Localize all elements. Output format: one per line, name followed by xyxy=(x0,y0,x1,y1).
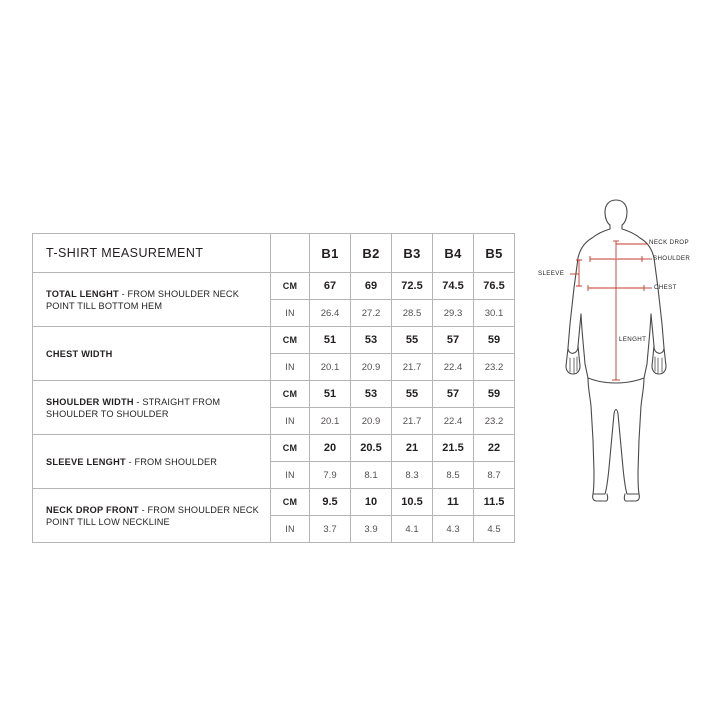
cell-value: 3.7 xyxy=(310,516,351,543)
row-label-chest-width xyxy=(33,327,271,381)
cell-value: 8.3 xyxy=(392,462,433,489)
cell-value: 69 xyxy=(351,273,392,300)
row-name: TOTAL LENGHT xyxy=(46,288,119,299)
cell-value: 20.5 xyxy=(351,435,392,462)
size-header-b2: B2 xyxy=(351,234,392,273)
cell-value: 20 xyxy=(310,435,351,462)
cell-value: 21.7 xyxy=(392,408,433,435)
label-neck-drop: NECK DROP xyxy=(649,239,689,246)
unit-cm: CM xyxy=(271,273,310,300)
unit-cm: CM xyxy=(271,435,310,462)
cell-value: 21.5 xyxy=(433,435,474,462)
measurement-table-container xyxy=(32,233,515,543)
row-name: CHEST WIDTH xyxy=(46,348,113,359)
right-torso xyxy=(644,314,651,378)
cell-value: 22.4 xyxy=(433,354,474,381)
cell-value: 21.7 xyxy=(392,354,433,381)
size-header-b3: B3 xyxy=(392,234,433,273)
row-desc: - FROM SHOULDER NECK POINT TILL BOTTOM HEM xyxy=(46,288,239,311)
cell-value: 4.1 xyxy=(392,516,433,543)
row-desc: - STRAIGHT FROM SHOULDER TO SHOULDER xyxy=(46,396,221,419)
cell-value: 3.9 xyxy=(351,516,392,543)
left-leg xyxy=(588,378,614,494)
row-label-total-lenght xyxy=(33,273,271,327)
left-hand xyxy=(566,346,580,374)
left-hand-fingers xyxy=(570,357,577,373)
cell-value: 20.9 xyxy=(351,408,392,435)
cell-value: 22 xyxy=(474,435,515,462)
table-header-row xyxy=(33,234,515,273)
measurement-lines xyxy=(570,241,652,380)
table-row xyxy=(33,489,515,516)
cell-value: 10.5 xyxy=(392,489,433,516)
right-foot xyxy=(624,494,639,501)
cell-value: 74.5 xyxy=(433,273,474,300)
cell-value: 11 xyxy=(433,489,474,516)
cell-value: 51 xyxy=(310,381,351,408)
cell-value: 76.5 xyxy=(474,273,515,300)
size-header-b5: B5 xyxy=(474,234,515,273)
cell-value: 23.2 xyxy=(474,408,515,435)
table-row xyxy=(33,435,515,462)
right-hand xyxy=(652,346,666,374)
unit-in: IN xyxy=(271,300,310,327)
cell-value: 10 xyxy=(351,489,392,516)
label-chest: CHEST xyxy=(654,284,677,291)
cell-value: 59 xyxy=(474,381,515,408)
cell-value: 7.9 xyxy=(310,462,351,489)
unit-in: IN xyxy=(271,408,310,435)
unit-in: IN xyxy=(271,462,310,489)
row-name: SHOULDER WIDTH xyxy=(46,396,134,407)
row-name: NECK DROP FRONT xyxy=(46,504,139,515)
cell-value: 9.5 xyxy=(310,489,351,516)
row-desc: - FROM SHOULDER xyxy=(125,456,218,467)
table-row xyxy=(33,327,515,354)
row-name: SLEEVE LENGHT xyxy=(46,456,126,467)
cell-value: 67 xyxy=(310,273,351,300)
cell-value: 57 xyxy=(433,381,474,408)
label-shoulder: SHOULDER xyxy=(653,255,691,262)
left-arm-outline xyxy=(568,238,592,353)
cell-value: 20.1 xyxy=(310,354,351,381)
cell-value: 28.5 xyxy=(392,300,433,327)
cell-value: 27.2 xyxy=(351,300,392,327)
cell-value: 8.7 xyxy=(474,462,515,489)
cell-value: 26.4 xyxy=(310,300,351,327)
cell-value: 8.1 xyxy=(351,462,392,489)
table-row xyxy=(33,273,515,300)
cell-value: 59 xyxy=(474,327,515,354)
label-sleeve: SLEEVE xyxy=(538,270,565,277)
unit-cm: CM xyxy=(271,327,310,354)
header-unit-blank xyxy=(271,234,310,273)
crotch xyxy=(614,410,618,415)
unit-cm: CM xyxy=(271,489,310,516)
cell-value: 22.4 xyxy=(433,408,474,435)
table-title: T-SHIRT MEASUREMENT xyxy=(33,234,271,273)
row-label-shoulder-width xyxy=(33,381,271,435)
left-torso xyxy=(581,314,588,378)
cell-value: 55 xyxy=(392,327,433,354)
cell-value: 53 xyxy=(351,381,392,408)
unit-cm: CM xyxy=(271,381,310,408)
measurement-table xyxy=(32,233,515,543)
cell-value: 30.1 xyxy=(474,300,515,327)
row-label-neck-drop-front xyxy=(33,489,271,543)
cell-value: 51 xyxy=(310,327,351,354)
head-right-outline xyxy=(616,200,640,238)
left-foot xyxy=(593,494,608,501)
cell-value: 4.5 xyxy=(474,516,515,543)
table-row xyxy=(33,381,515,408)
cell-value: 11.5 xyxy=(474,489,515,516)
cell-value: 23.2 xyxy=(474,354,515,381)
cell-value: 20.9 xyxy=(351,354,392,381)
cell-value: 55 xyxy=(392,381,433,408)
cell-value: 57 xyxy=(433,327,474,354)
size-header-b4: B4 xyxy=(433,234,474,273)
body-figure-diagram xyxy=(530,196,700,506)
cell-value: 29.3 xyxy=(433,300,474,327)
right-hand-fingers xyxy=(655,357,662,373)
head-left-outline xyxy=(592,200,616,238)
unit-in: IN xyxy=(271,516,310,543)
row-desc: - FROM SHOULDER NECK POINT TILL LOW NECKLINE xyxy=(46,504,259,527)
cell-value: 21 xyxy=(392,435,433,462)
right-leg xyxy=(618,378,644,494)
cell-value: 53 xyxy=(351,327,392,354)
cell-value: 8.5 xyxy=(433,462,474,489)
unit-in: IN xyxy=(271,354,310,381)
label-lenght: LENGHT xyxy=(619,336,647,343)
size-header-b1: B1 xyxy=(310,234,351,273)
cell-value: 72.5 xyxy=(392,273,433,300)
row-label-sleeve-lenght xyxy=(33,435,271,489)
cell-value: 20.1 xyxy=(310,408,351,435)
cell-value: 4.3 xyxy=(433,516,474,543)
